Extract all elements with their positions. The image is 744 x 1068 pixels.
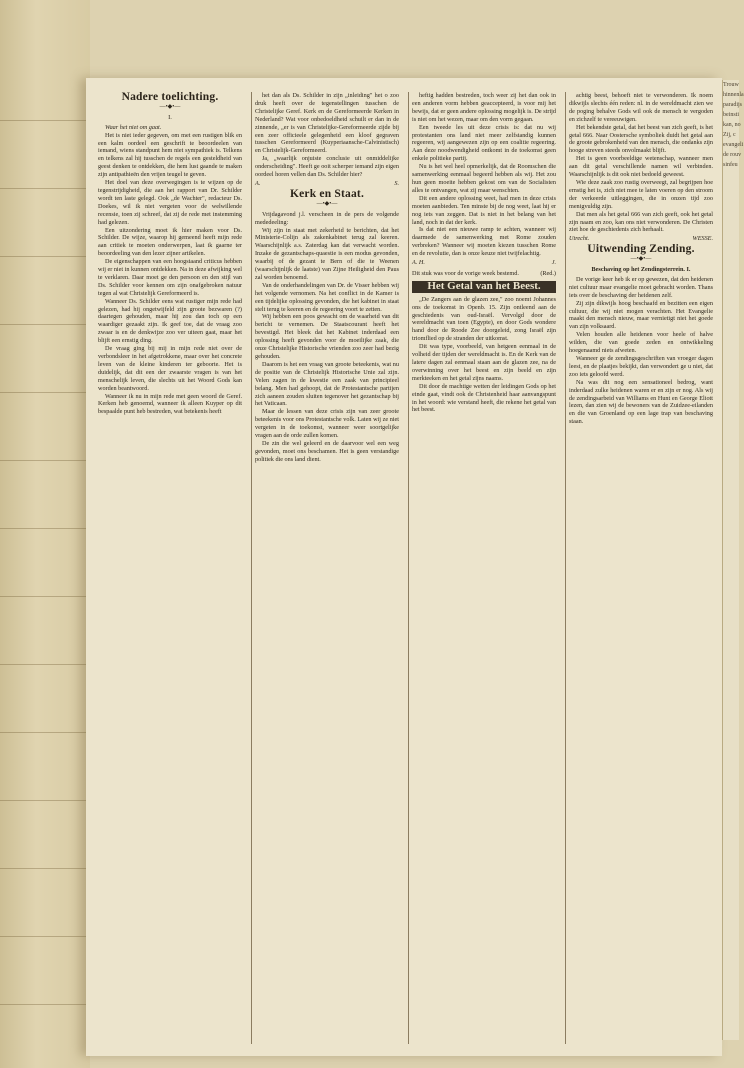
signature: A. S. bbox=[255, 179, 399, 187]
paragraph: Het bekendste getal, dat het beest van zich geeft, is het getal 666. Naar Oostersche symboliek duidt het getal aan de groote gebrokenheid van den mensch, die ondanks zijn hooge streven steeds onvolmaakt blijft. bbox=[569, 123, 713, 155]
ornament: —•◆•— bbox=[630, 256, 652, 263]
article-body bbox=[569, 92, 713, 234]
column-rule bbox=[251, 92, 252, 1044]
paragraph: heftig hadden bestreden, toch weer zij het dan ook in een anderen vorm hebben geaccepteerd, is voor mij het bewijs, dat er geen andere oplossing mogelijk is. De strijd is niet om het wezen, maar om den vorm gegaan. bbox=[412, 92, 556, 123]
paragraph: „De Zangers aan de glazen zee," zoo noemt Johannes ons de toekomst in Openb. 15. Zijn ontleend aan de geschiedenis van oud-Israël. Vervolgd door de wereldmacht van toen (Egypte), en door Gods wondere hand door de Roode Zee doorgeleid, zong Israël zijn triomflied op de stranden der uitkomst. bbox=[412, 295, 556, 343]
article-title: Uitwending Zending. bbox=[587, 243, 695, 256]
article-body bbox=[98, 132, 242, 417]
paragraph: Na was dit nog een sensationeel bedrog, want inderdaad zulke heidenen waren er en zijn er nog. Als wij de zendingsarbeid van Williams en Hunt en George Eliott lezen, dan zien wij de bewoners van de Zuidzee-eilanden en die van Groenland op een lage trap van beschaving staan. bbox=[569, 378, 713, 426]
paragraph: Wij zijn in staat met zekerheid te berichten, dat het Ministerie-Colijn als zakenkabinet terug zal keeren. Waarschijnlijk a.s. Zaterdag kan dat verwacht worden. Inzake de gezantschaps-quaestie is een modus gevonden, waarbij of de gezant te Bern of die te Weenen (waarschijnlijk de laatste) van Zijne Heiligheid den Paus zal worden benoemd. bbox=[255, 226, 399, 281]
paragraph: Het doel van deze overwegingen is te wijzen op de tegenstrijdigheid, die aan het rapport van Dr. Schilder wordt ten laste gelegd. Ook „de Wachter", redacteur Ds. Doekes, wil ik niet vergeten voor de welwillende recensie, toen zij schreef, dat zij de rede met instemming had gelezen. bbox=[98, 179, 242, 226]
paragraph: De zin die wel geleerd en de daarvoor wel een weg gevonden, moet ons beschamen. Het is geen verstandige politiek die ons land dient. bbox=[255, 439, 399, 463]
column-2 bbox=[255, 92, 399, 464]
fragment-line: Zij, c bbox=[723, 132, 736, 138]
paragraph: Het is niet ieder gegeven, om met een rustigen blik en een kalm oordeel een geschrift te beoordeelen van iemand, wiens standpunt hem niet sympathiek is. Telkens en telkens zal hij tusschen de regels een gesteldheid van geest denken te ontdekken, die hem lust gaande te maken zijn antipathieën den vrijen teugel te geven. bbox=[98, 131, 242, 179]
section-number: I. bbox=[168, 113, 172, 121]
column-rule bbox=[408, 92, 409, 1044]
paragraph: Wij hebben een poos gewacht om de waarheid van dit bericht te vernemen. De Staatscourant heeft het bevestigd. Het bleek dat het Kabinet inderdaad een oplossing heeft gevonden voor de moeilijke zaak, die onze Christelijke Historische vrienden zoo zeer had bezig gehouden. bbox=[255, 313, 399, 360]
paragraph: Vrijdagavond j.l. verscheen in de pers de volgende mededeeling: bbox=[255, 210, 399, 226]
article-body bbox=[255, 92, 399, 179]
paragraph: achtig beest, behoeft niet te verwonderen. Ik noem dikwijls slechts één reden: nl. in de wereldmacht zien we de poging behalve Gods wil ook de mensch te vergoden en zichzelf te vereeuwigen. bbox=[569, 92, 713, 123]
paragraph: Het is geen voorbeeldige wetenschap, wanneer men aan dit getal verschillende namen wil verbinden. Waarschijnlijk is dit ook niet bedoeld geweest. bbox=[569, 155, 713, 179]
article-body bbox=[255, 211, 399, 464]
fragment-line: kan, no bbox=[723, 122, 741, 128]
article-subtitle: Beschaving op het Zendingsterrein. I. bbox=[591, 266, 691, 274]
paragraph: Wanneer ik nu in mijn rede met geen woord de Geref. Kerken heb genoemd, wanneer ik alleen Kuyper op dit bespaalde punt heb bestreden, wat betekenis heeft bbox=[98, 392, 242, 416]
article-title-box: Het Getal van het Beest. bbox=[412, 281, 556, 293]
fragment-line: sinfeu bbox=[723, 162, 738, 168]
fragment-line: beinsti bbox=[723, 112, 739, 118]
ornament: —•◆•— bbox=[159, 103, 181, 110]
paragraph: De vorige keer heb ik er op gewezen, dat den heidenen niet cultuur maar evangelie moet gebracht worden. Thans iets over de beschaving der heidenen zelf. bbox=[569, 275, 713, 299]
paragraph: Daarom is het een vraag van groote beteekenis, wat nu de positie van de Christelijk Historische Unie zal zijn. Velen zagen in de kwestie een zaak van principieel belang. Men had gehoopt, dat de Protestantsche partijen zich aaneen zouden sluiten tegenover het gezantschap bij het Vaticaan. bbox=[255, 360, 399, 408]
binding-edge bbox=[0, 0, 90, 1068]
section-opening: Waar het niet om gaat. bbox=[105, 123, 162, 131]
paragraph: Wanneer ge de zendingsgeschriften van vroeger dagen leest, en de plaatjes bekijkt, dan verwondert ge u niet, dat zoo iets geloofd werd. bbox=[569, 355, 713, 378]
paragraph: Een tweede les uit deze crisis is: dat nu wij protestanten ons land niet meer zelfstandig kunnen regeeren, wij aangewezen zijn op een coalitie regeering. Aan deze noodwendigheid ontkomt in de toekomst geen enkele politieke partij. bbox=[412, 123, 556, 163]
paragraph: De vraag ging bij mij in mijn rede niet over de verbondsleer in het afgetrokkene, maar over het concrete leven van de kleine kinderen ter geboorte. Het is duidelijk, dat dit een der zwaarste vragen is van het menschelijk leven, die slechts uit het Woord Gods kan worden beantwoord. bbox=[98, 345, 242, 392]
signature: A. H. J. bbox=[412, 259, 556, 267]
paragraph: Is dat niet een nieuwe ramp te achten, wanneer wij daarmede de samenwerking met Rome zouden verbreken? Wanneer wij moeten kiezen tusschen Rome en de revolutie, dan is onze keuze niet twijfelachtig. bbox=[412, 226, 556, 258]
article-title: Kerk en Staat. bbox=[289, 187, 365, 200]
column-rule bbox=[565, 92, 566, 1044]
paragraph: De eigenschappen van een hoogstaand criticus hebben wij er niet in kunnen ontdekken. Na in deze afwijking wel te verklaren. Daar moet ge den persoon en den stijl van Ds. Schilder voor kennen om zijn onafgebroken natuur tegen al wat Christelijk Gereformeerd is. bbox=[98, 258, 242, 297]
paragraph: Velen houden alle heidenen voor heele of halve wilden, die van goede zeden en ontwikkeling hoegenaamd niets afweten. bbox=[569, 331, 713, 355]
paragraph: Dat men als het getal 666 van zich geeft, ook het getal zijn naam en zoo, kan ons niet verwonderen. De Christen ziet hoe de geschiedenis zich herhaalt. bbox=[569, 210, 713, 234]
column-3 bbox=[412, 92, 556, 414]
fragment-line: Trouw bbox=[723, 82, 739, 88]
column-4 bbox=[569, 92, 713, 426]
fragment-line: hinnenla bbox=[723, 92, 744, 98]
adjacent-page-fragment bbox=[722, 80, 744, 1040]
article-body bbox=[412, 296, 556, 415]
paragraph: Van de onderhandelingen van Dr. de Visser hebben wij het volgende vernomen. Na het conflict in de Kamer is een tijdelijke oplossing gevonden, die het kabinet in staat stelt terug te keeren en de regeering voort te zetten. bbox=[255, 281, 399, 313]
paragraph: Wie deze zaak zoo rustig overweegt, zal begrijpen hoe ernstig het is, zich niet mee te laten voeren op den stroom der verkeerde uitleggingen, die in onzen tijd zoo menigvuldig zijn. bbox=[569, 178, 713, 210]
article-body bbox=[569, 276, 713, 426]
fragment-line: paradijs bbox=[723, 102, 742, 108]
column-1 bbox=[98, 92, 242, 416]
paragraph: het dan als Ds. Schilder in zijn „inleiding" het o zoo druk heeft over de tegenstellingen tusschen de Christelijke Geref. Kerk en de Gereformeerde Kerken in Nederland? Wat voor onbedoeldheid schuilt er dan in de zinnende, „er is van Christelijke-Gereformeerde zijde bij een zeer officieele gelegenheid een kloof gegraven tusschen Gereformeerd (Kuyperiaansche-Calvinistisch) en Christelijk-Gereformeerd. bbox=[255, 92, 399, 155]
paragraph: Maar de lessen van deze crisis zijn van zeer groote beteekenis voor ons Protestantsche volk. Laten wij ze niet vergeten in de toekomst, wanneer weer soortgelijke vragen aan de orde zullen komen. bbox=[255, 408, 399, 440]
fragment-line: evangeli bbox=[723, 142, 744, 148]
ornament: —•◆•— bbox=[316, 200, 338, 207]
paragraph: Nu is het wel heel opmerkelijk, dat de Roomschen die samenwerking eenmaal begeerd hebben als wij. Het zou hun geen moeite hebben gekost om van de Socialisten alles te ontvangen, wat zij maar wenschten. bbox=[412, 163, 556, 194]
paragraph: Dit was type, voorbeeld, van hetgeen eenmaal in de volheid der tijden der wereldmacht is. En de Kerk van de latere dagen zal eenmaal staan aan de glazen zee, na de overwinning over het beest en zijn beeld en zijn merkteeken en het getal zijns naams. bbox=[412, 343, 556, 382]
paragraph: Ja, „waarlijk onjuiste conclusie uit onmiddelijke onderscheiding". Heeft ge ooit scherper iemand zijn eigen oordeel horen vellen dan Ds. Schilder hier? bbox=[255, 155, 399, 179]
signature: Utrecht. WESSE. bbox=[569, 235, 713, 243]
paragraph: Wanneer Ds. Schilder eens wat rustiger mijn rede had gelezen, had hij ongetwijfeld zijn groote bezwaren (?) daartegen gehouden, maar hij zou dan toch op een waardiger gezaakt zijn. Ik geef toe, dat de vraag zoo zwaar is en de denkwijze zoo ver uiteen gaat, maar het blijft een ernstig ding. bbox=[98, 297, 242, 345]
fragment-line: de rouv bbox=[723, 152, 742, 158]
article-body bbox=[412, 92, 556, 258]
paragraph: Dit een andere oplossing weet, had men in deze crisis moeten aanbieden. Ten minste bij de nog weet, laat hij er nog iets van zeggen. Dat is niet in het belang van het land, noch in dat der kerk. bbox=[412, 194, 556, 226]
editor-note: Dit stuk was voor de vorige week bestemd. (Red.) bbox=[412, 269, 556, 277]
paragraph: Zij zijn dikwijls hoog beschaafd en bezitten een eigen cultuur, die wij niet mogen verachten. Het Evangelie maakt den mensch nieuw, maar vernietigt niet het goede van zijn volksaard. bbox=[569, 299, 713, 331]
article-title: Nadere toelichting. bbox=[121, 91, 219, 103]
paragraph: Dit door de machtige wetten der leidingen Gods op het einde gaat, vindt ook de Christenheid haar aanvangspunt in het woord: wie verstand heeft, die rekene het getal van het beest. bbox=[412, 382, 556, 414]
paragraph: Een uitzondering moet ik hier maken voor Ds. Schilder. De wijze, waarop hij gemeend heeft mijn rede aan critiek te moeten onderwerpen, laat ik gaarne ter beoordeeling van den lezer zijner artikelen. bbox=[98, 226, 242, 258]
